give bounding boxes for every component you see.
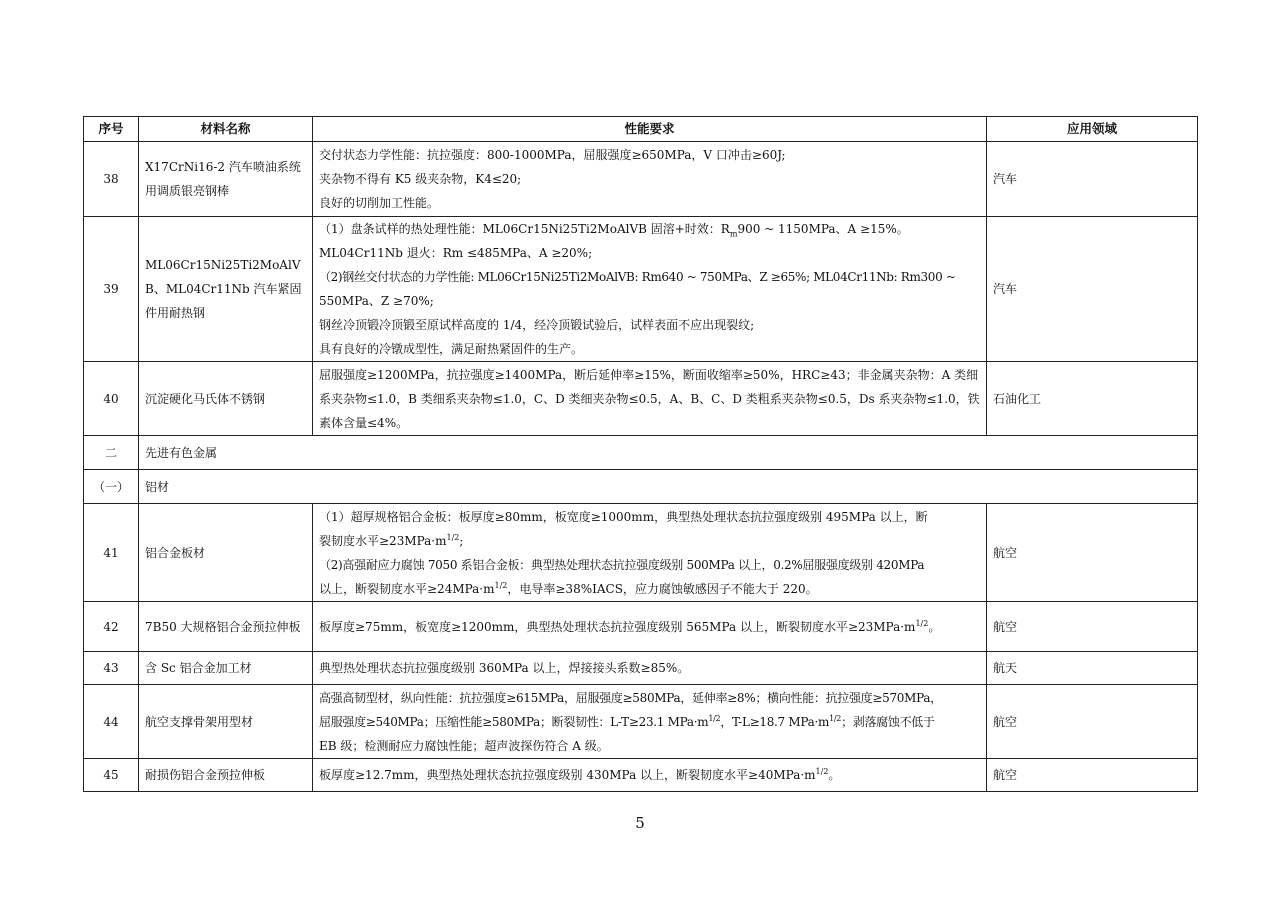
row-material-name: 铝合金板材: [139, 504, 313, 602]
section-row: [84, 436, 1198, 470]
header-application: 应用领域: [987, 117, 1198, 142]
row-application: 汽车: [987, 217, 1198, 362]
row-requirements: 屈服强度≥1200MPa，抗拉强度≥1400MPa，断后延伸率≥15%，断面收缩率≥50%，HRC≥43；非金属夹杂物：A 类细系夹杂物≤1.0，B 类细系夹杂物≤1.0，C、D 类细夹杂物≤0.5，A、B、C、D 类粗系夹杂物≤0.5，Ds 系夹杂物≤1.0，铁素体含量≤4%。: [313, 362, 987, 436]
req-text: 以上，断裂韧度水平≥24MPa·m: [319, 581, 495, 596]
row-no: 42: [84, 602, 139, 652]
row-application: 航天: [987, 652, 1198, 685]
req-text: ;: [459, 533, 464, 548]
table-header-row: [84, 117, 1198, 142]
row-application: 汽车: [987, 142, 1198, 217]
req-text: 900 ~ 1150MPa、A ≥15%。: [737, 222, 909, 236]
row-no: 44: [84, 685, 139, 759]
req-text: ，电导率≥38%IACS，应力腐蚀敏感因子不能大于 220。: [507, 581, 818, 596]
material-spec-table: [83, 116, 1198, 792]
row-requirements: [313, 504, 987, 602]
row-requirements: 典型热处理状态抗拉强度级别 360MPa 以上，焊接接头系数≥85%。: [313, 652, 987, 685]
section-title: 先进有色金属: [139, 436, 1198, 470]
row-material-name: 7B50 大规格铝合金预拉伸板: [139, 602, 313, 652]
req-line: [319, 710, 980, 734]
row-no: 41: [84, 504, 139, 602]
req-line: ML04Cr11Nb 退火：Rm ≤485MPa、A ≥20%;: [319, 246, 593, 260]
row-material-name: 耐损伤铝合金预拉伸板: [139, 759, 313, 792]
req-line: 交付状态力学性能：抗拉强度：800-1000MPa，屈服强度≥650MPa，V 口冲击≥60J;: [319, 148, 786, 162]
subscript: m: [729, 229, 738, 239]
row-no: 45: [84, 759, 139, 792]
row-material-name: X17CrNi16-2 汽车喷油系统用调质银亮钢棒: [139, 142, 313, 217]
req-line: 良好的切削加工性能。: [319, 196, 440, 210]
row-no: 43: [84, 652, 139, 685]
req-text: ；剥落腐蚀不低于: [841, 714, 935, 729]
page-number: 5: [635, 814, 645, 832]
table-row: [84, 652, 1198, 685]
row-material-name: 沉淀硬化马氏体不锈钢: [139, 362, 313, 436]
superscript: 1/2: [446, 532, 460, 542]
superscript: 1/2: [829, 713, 842, 723]
table-row: [84, 142, 1198, 217]
subsection-no: （一）: [84, 470, 139, 504]
table-row: [84, 602, 1198, 652]
row-requirements: [313, 217, 987, 362]
subsection-row: [84, 470, 1198, 504]
table-row: [84, 504, 1198, 602]
req-line: 550MPa、Z ≥70%;: [319, 294, 434, 308]
req-text: 屈服强度≥540MPa；压缩性能≥580MPa；断裂韧性：L-T≥23.1 MPa·m: [319, 714, 709, 729]
row-no: 38: [84, 142, 139, 217]
row-material-name: ML06Cr15Ni25Ti2MoAlVB、ML04Cr11Nb 汽车紧固件用耐热钢: [139, 217, 313, 362]
table-row: [84, 759, 1198, 792]
row-material-name: 航空支撑骨架用型材: [139, 685, 313, 759]
req-line: 具有良好的冷镦成型性，满足耐热紧固件的生产。: [319, 342, 584, 356]
section-no: 二: [84, 436, 139, 470]
row-material-name: 含 Sc 铝合金加工材: [139, 652, 313, 685]
req-line: EB 级；检测耐应力腐蚀性能；超声波探伤符合 A 级。: [319, 738, 609, 753]
subsection-title: 铝材: [139, 470, 1198, 504]
req-text: 板厚度≥75mm，板宽度≥1200mm，典型热处理状态抗拉强度级别 565MPa 以上，断裂韧度水平≥23MPa·m: [319, 619, 916, 634]
req-line: [319, 577, 980, 601]
superscript: 1/2: [708, 713, 721, 723]
req-line: 钢丝冷顶锻冷顶锻至原试样高度的 1/4，经冷顶锻试验后，试样表面不应出现裂纹;: [319, 318, 755, 332]
row-requirements: [313, 142, 987, 217]
row-application: 航空: [987, 685, 1198, 759]
superscript: 1/2: [815, 767, 829, 776]
req-line: （2)钢丝交付状态的力学性能: ML06Cr15Ni25Ti2MoAlVB: Rm640 ~ 750MPa、Z ≥65%; ML04Cr11Nb: Rm300 ~: [319, 270, 956, 284]
row-no: 40: [84, 362, 139, 436]
table-row: [84, 217, 1198, 362]
header-no: 序号: [84, 117, 139, 142]
row-application: 航空: [987, 602, 1198, 652]
row-requirements: [313, 602, 987, 652]
req-line: 高强高韧型材，纵向性能：抗拉强度≥615MPa，屈服强度≥580MPa，延伸率≥8%；横向性能：抗拉强度≥570MPa，: [319, 690, 942, 705]
table-row: [84, 362, 1198, 436]
row-application: 航空: [987, 504, 1198, 602]
row-no: 39: [84, 217, 139, 362]
header-material-name: 材料名称: [139, 117, 313, 142]
req-line: [319, 529, 980, 553]
req-line: 夹杂物不得有 K5 级夹杂物，K4≤20;: [319, 172, 522, 186]
req-text: （1）盘条试样的热处理性能：ML06Cr15Ni25Ti2MoAlVB 固溶+时效：R: [319, 222, 730, 236]
superscript: 1/2: [915, 618, 929, 628]
req-text: 。: [928, 619, 941, 634]
header-performance: 性能要求: [313, 117, 987, 142]
req-text: 。: [828, 768, 841, 782]
req-text: 裂韧度水平≥23MPa·m: [319, 533, 447, 548]
req-line: （1）超厚规格铝合金板：板厚度≥80mm，板宽度≥1000mm，典型热处理状态抗拉强度级别 495MPa 以上，断: [319, 509, 928, 524]
superscript: 1/2: [494, 580, 508, 590]
table-row: [84, 685, 1198, 759]
req-text: 板厚度≥12.7mm，典型热处理状态抗拉强度级别 430MPa 以上，断裂韧度水平≥40MPa·m: [319, 768, 816, 782]
req-line: [319, 217, 980, 241]
row-application: 石油化工: [987, 362, 1198, 436]
req-text: ，T-L≥18.7 MPa·m: [720, 714, 830, 729]
req-line: （2)高强耐应力腐蚀 7050 系铝合金板：典型热处理状态抗拉强度级别 500MPa 以上，0.2%屈服强度级别 420MPa: [319, 557, 925, 572]
row-application: 航空: [987, 759, 1198, 792]
row-requirements: [313, 759, 987, 792]
row-requirements: [313, 685, 987, 759]
